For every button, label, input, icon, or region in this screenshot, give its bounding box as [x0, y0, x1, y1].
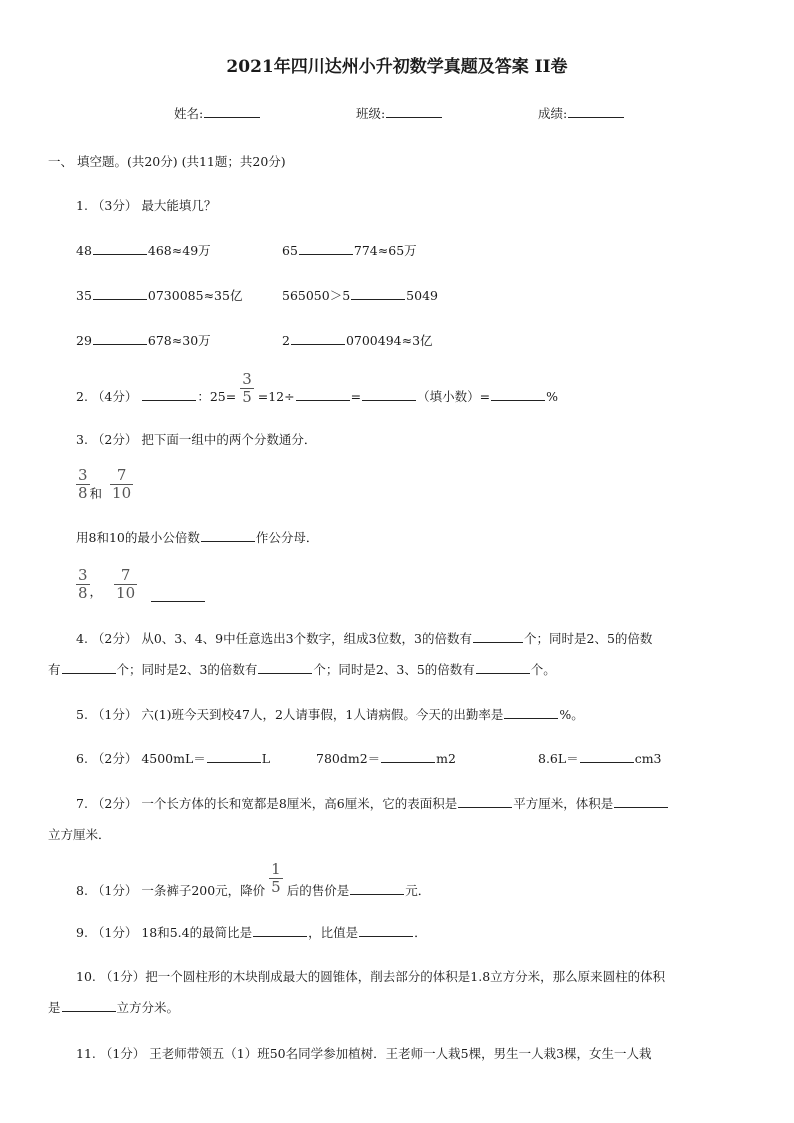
q3-a2-num: 7 — [120, 566, 131, 584]
q6-unit-1: L — [261, 751, 271, 766]
score-label: 成绩: — [538, 106, 568, 121]
q4-blank-1[interactable] — [473, 641, 523, 643]
q5-text-2: %。 — [559, 707, 584, 722]
q6-part-2 — [316, 749, 456, 767]
q3-answer-blank[interactable] — [151, 600, 205, 602]
q1-row-e — [76, 331, 211, 349]
q2-blank-3[interactable] — [362, 399, 416, 401]
q10-line-1: 10. （1分）把一个圆柱形的木块削成最大的圆锥体，削去部分的体积是1.8立方分米，那么原来圆柱的体积 — [76, 969, 666, 984]
q4-line-2 — [48, 660, 556, 678]
q4-text-1: 4. （2分） 从0、3、4、9中任意选出3个数字，组成3位数，3的倍数有 — [76, 631, 472, 646]
q10-text-2: 立方分米。 — [116, 1000, 180, 1015]
q3-lcm-text: 用8和10的最小公倍数 — [76, 530, 200, 545]
q1-row-f — [282, 331, 433, 349]
q7-text-2: 平方厘米，体积是 — [513, 796, 614, 811]
q6-part-3 — [538, 749, 662, 767]
q2-text-2: =12÷ — [257, 389, 295, 404]
q1-row-a — [76, 241, 211, 259]
q2-blank-2[interactable] — [296, 399, 350, 401]
q8-fraction-num: 1 — [271, 860, 281, 878]
q4-blank-3[interactable] — [258, 672, 312, 674]
class-field — [356, 104, 443, 122]
q3-answer-line — [76, 568, 206, 602]
q6-unit-2: m2 — [436, 751, 456, 766]
q10-blank[interactable] — [62, 1010, 116, 1012]
name-label: 姓名: — [174, 106, 204, 121]
q1-f-blank[interactable] — [291, 343, 345, 345]
q9-line — [76, 923, 427, 941]
q8-line — [76, 862, 430, 902]
q10-text-1: 是 — [48, 1000, 61, 1015]
page-title: 2021年四川达州小升初数学真题及答案 II卷 — [226, 57, 568, 77]
q11-line-1: 11. （1分） 王老师带领五（1）班50名同学参加植树．王老师一人栽5棵，男生一人栽3棵，女生一人栽 — [76, 1046, 652, 1061]
q1-b-right: 774≈65万 — [353, 243, 417, 258]
q4-text-3: 有 — [48, 662, 61, 677]
q6-text-1: 6. （2分） 4500mL＝ — [76, 751, 206, 766]
q1-c-right: 0730085≈35亿 — [147, 288, 243, 303]
q6-text-2: 780dm2＝ — [316, 751, 381, 766]
q3-f1-den: 8 — [78, 484, 88, 502]
q2-fraction — [240, 372, 254, 405]
q3-fraction-1 — [76, 468, 90, 501]
q2-text-1: ：25= — [197, 389, 237, 404]
q3-and: 和 — [89, 486, 103, 501]
q1-row-d — [282, 286, 438, 304]
q1-e-blank[interactable] — [93, 343, 147, 345]
q4-text-5: 个；同时是2、3、5的倍数有 — [313, 662, 475, 677]
q3-f1-num: 3 — [78, 466, 88, 484]
q9-text-2: ，比值是 — [308, 925, 359, 940]
q2-text-4: （填小数）= — [417, 389, 491, 404]
q1-e-right: 678≈30万 — [147, 333, 211, 348]
q9-blank-2[interactable] — [359, 935, 413, 937]
q3-answer-fraction-1 — [76, 568, 90, 601]
q1-e-left: 29 — [76, 333, 92, 348]
q4-blank-4[interactable] — [476, 672, 530, 674]
q10-line-2 — [48, 998, 179, 1016]
score-field — [538, 104, 625, 122]
q3-f2-den: 10 — [112, 484, 132, 502]
q7-text-1: 7. （2分） 一个长方体的长和宽都是8厘米，高6厘米，它的表面积是 — [76, 796, 458, 811]
q3-lcm-text-2: 作公分母． — [255, 530, 319, 545]
q4-text-2: 个；同时是2、5的倍数 — [524, 631, 653, 646]
q1-f-left: 2 — [282, 333, 290, 348]
q2-blank-4[interactable] — [491, 399, 545, 401]
q2-text-5: % — [546, 389, 558, 404]
q3-lcm-line — [76, 528, 318, 546]
q3-comma: ， — [89, 584, 103, 599]
q3-a1-den: 8 — [78, 584, 88, 602]
q2-fraction-num: 3 — [242, 370, 252, 388]
q6-blank-1[interactable] — [207, 761, 261, 763]
q3-heading: 3. （2分） 把下面一组中的两个分数通分． — [76, 432, 317, 447]
q1-f-right: 0700494≈3亿 — [345, 333, 433, 348]
q7-line-2: 立方厘米． — [48, 827, 111, 842]
class-label: 班级: — [356, 106, 386, 121]
q3-lcm-blank[interactable] — [201, 540, 255, 542]
q1-d-right: 5049 — [406, 288, 438, 303]
name-blank[interactable] — [204, 116, 260, 118]
q1-c-blank[interactable] — [93, 298, 147, 300]
q8-blank[interactable] — [350, 893, 404, 895]
q1-row-b — [282, 241, 417, 259]
q6-part-1 — [76, 749, 270, 767]
q5-blank[interactable] — [504, 717, 558, 719]
q1-d-blank[interactable] — [351, 298, 405, 300]
q1-d-left: 565050＞5 — [282, 288, 351, 303]
q2-line — [76, 372, 558, 416]
q1-row-c — [76, 286, 242, 304]
q6-text-3: 8.6L＝ — [538, 751, 579, 766]
q7-blank-2[interactable] — [614, 806, 668, 808]
q7-line-1 — [76, 794, 669, 812]
q2-text-3: = — [350, 389, 362, 404]
q3-fractions — [76, 468, 133, 502]
q9-text-1: 9. （1分） 18和5.4的最简比是 — [76, 925, 253, 940]
q2-blank-1[interactable] — [142, 399, 196, 401]
q3-f2-num: 7 — [116, 466, 127, 484]
q4-text-6: 个。 — [530, 662, 556, 677]
name-field — [174, 104, 261, 122]
q1-a-blank[interactable] — [93, 253, 147, 255]
q1-c-left: 35 — [76, 288, 92, 303]
q4-text-4: 个；同时是2、3的倍数有 — [116, 662, 258, 677]
q4-blank-2[interactable] — [62, 672, 116, 674]
q1-a-right: 468≈49万 — [147, 243, 211, 258]
q8-text-2: 后的售价是 — [286, 883, 350, 898]
q5-text-1: 5. （1分） 六(1)班今天到校47人，2人请事假，1人请病假。今天的出勤率是 — [76, 707, 504, 722]
q6-unit-3: cm3 — [634, 751, 662, 766]
q8-text-1: 8. （1分） 一条裤子200元，降价 — [76, 883, 266, 898]
q2-label: 2. （4分） — [76, 389, 138, 404]
q3-a2-den: 10 — [116, 584, 136, 602]
q7-blank-1[interactable] — [458, 806, 512, 808]
q9-text-3: ． — [414, 925, 427, 940]
class-blank[interactable] — [386, 116, 442, 118]
score-blank[interactable] — [568, 116, 624, 118]
q1-b-blank[interactable] — [299, 253, 353, 255]
q8-fraction — [269, 862, 283, 895]
q1-b-left: 65 — [282, 243, 298, 258]
q5-line — [76, 705, 584, 723]
section-heading: 一、 填空题。(共20分) (共11题；共20分) — [48, 154, 286, 169]
q9-blank-1[interactable] — [253, 935, 307, 937]
q2-fraction-den: 5 — [242, 388, 252, 406]
q3-fraction-2 — [110, 468, 133, 501]
q6-blank-3[interactable] — [580, 761, 634, 763]
q3-a1-num: 3 — [78, 566, 88, 584]
q6-blank-2[interactable] — [381, 761, 435, 763]
q1-a-left: 48 — [76, 243, 92, 258]
q8-fraction-den: 5 — [271, 878, 281, 896]
q8-text-3: 元． — [405, 883, 431, 898]
q1-heading: 1. （3分） 最大能填几？ — [76, 198, 217, 213]
q3-answer-fraction-2 — [114, 568, 137, 601]
q4-line-1 — [76, 629, 652, 647]
